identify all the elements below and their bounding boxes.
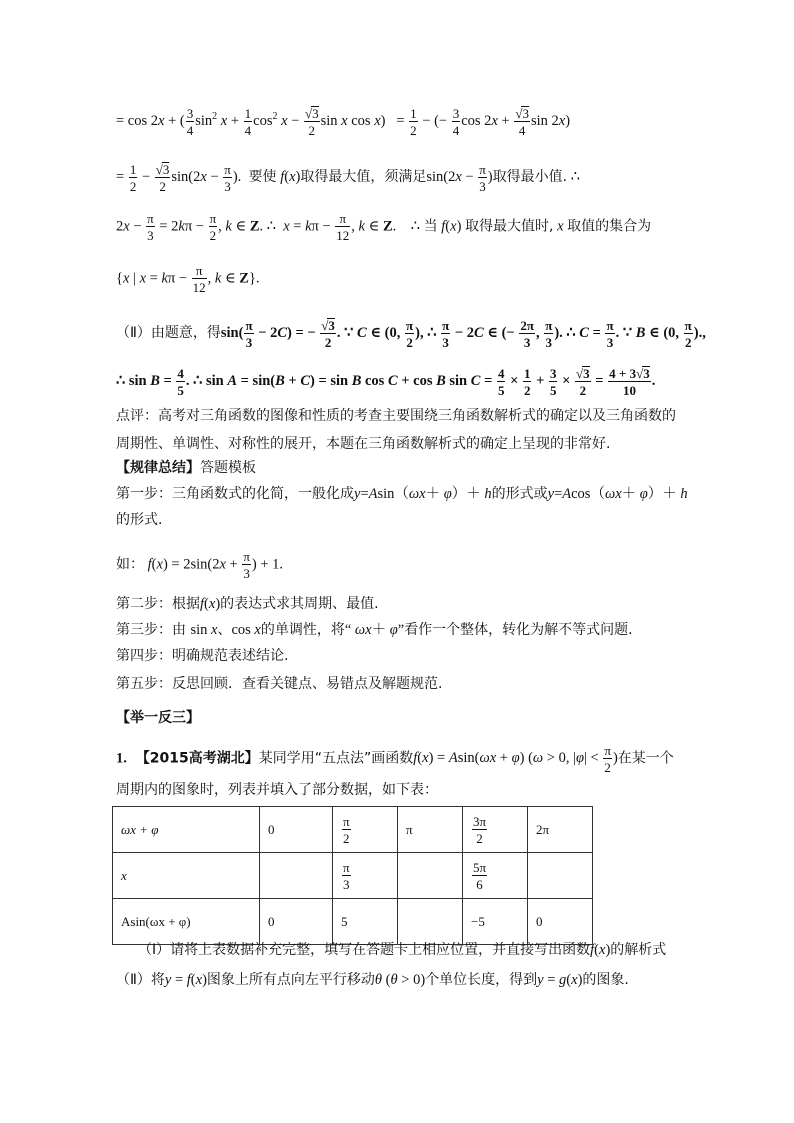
table-cell: x (113, 853, 260, 899)
table-cell (528, 853, 593, 899)
table-cell: π (398, 807, 463, 853)
table-cell: $\frac{\pi}{3}$ (333, 853, 398, 899)
question-1-part-2: （Ⅱ）将y = f(x)图象上所有点向左平行移动θ (θ > 0)个单位长度，得到y = g(x)的图象. (116, 972, 629, 988)
step-2: 第二步：根据f(x)的表达式求其周期、最值. (116, 596, 379, 612)
table-cell (260, 853, 333, 899)
rule-summary-title: 【规律总结】答题模板 (116, 460, 256, 476)
step-1: 第一步：三角函数式的化简，一般化成y=Asin（ωx＋ φ）＋ h的形式或y=Acos（ωx＋ φ）＋ h (116, 486, 688, 502)
table-cell: −5 (463, 899, 528, 945)
formula-line-5: （Ⅱ）由题意，得sin( $\frac{\pi}{3}$ − 2C) = − $\frac{√3}{2}$ . ∵ C ∈ (0, $\frac{\pi}{2}$ ), ∴ $\frac{\pi}{3}$ − 2C ∈ (− $\frac{2\pi}{3}$ , $\frac{\pi}{3}$ ). ∴ C = $\frac{\pi}{3}$ . ∵ B ∈ (0, $\frac{\pi}{2}$ )., (116, 317, 706, 350)
formula-line-3: 2x − $\frac{\pi}{3}$ = 2kπ − $\frac{\pi}{2}$ , k ∈ Z. ∴ x = kπ − $\frac{\pi}{12}$ , k ∈ Z. ∴ 当 f(x) 取得最大值时, x 取值的集合为 (116, 211, 652, 243)
table-cell (398, 853, 463, 899)
table-cell (398, 899, 463, 945)
formula-line-4: {x | x = kπ − $\frac{\pi}{12}$ , k ∈ Z}. (116, 263, 260, 295)
table-cell: ωx + φ (113, 807, 260, 853)
question-1-part-1: （Ⅰ）请将上表数据补充完整，填写在答题卡上相应位置，并直接写出函数f(x)的解析式 (138, 942, 667, 958)
formula-line-1: = cos 2x + ( $\frac{3}{4}$ $\sin^2 x$ + $\frac{1}{4}$ $\cos^2 x$ − $\frac{√3}{2}$ sin x cos x) = $\frac{1}{2}$ − (− $\frac{3}{4}$ cos 2x + $\frac{√3}{4}$ sin 2x) (116, 105, 571, 138)
step-5: 第五步：反思回顾．查看关键点、易错点及解题规范. (116, 676, 443, 692)
step-1-cont: 的形式. (116, 512, 163, 528)
comment-paragraph: 点评：高考对三角函数的图像和性质的考查主要围绕三角函数解析式的确定以及三角函数的 周期性、单调性、对称性的展开，本题在三角函数解析式的确定上呈现的非常好. (116, 408, 676, 452)
step-3: 第三步：由 sin x、cos x的单调性，将“ ωx＋ φ”看作一个整体，转化为解不等式问题. (116, 622, 633, 638)
table-cell: 0 (528, 899, 593, 945)
example-formula: 如： f(x) = 2sin(2x + $\frac{\pi}{3}$ ) + 1. (116, 549, 284, 581)
step-4: 第四步：明确规范表述结论. (116, 648, 289, 664)
question-1-cont: 周期内的图象时，列表并填入了部分数据，如下表： (116, 782, 438, 798)
table-row (113, 807, 593, 853)
table-cell: Asin(ωx + φ) (113, 899, 260, 945)
table-cell: $\frac{\pi}{2}$ (333, 807, 398, 853)
table-row (113, 853, 593, 899)
table-cell: 0 (260, 807, 333, 853)
practice-title: 【举一反三】 (116, 710, 200, 726)
five-point-table (112, 806, 593, 945)
formula-line-2: = $\frac{1}{2}$ − $\frac{√3}{2}$ sin(2x − $\frac{\pi}{3}$ ). 要使 f(x)取得最大值，须满足sin(2x − $\frac{\pi}{3}$ )取得最小值. ∴ (116, 161, 580, 194)
question-1: 1. 【2015高考湖北】某同学用“五点法”画函数f(x) = Asin(ωx + φ) (ω > 0, |φ| < $\frac{\pi}{2}$ )在某一个 (116, 743, 674, 775)
table-cell: $\frac{5\pi}{6}$ (463, 853, 528, 899)
table-cell: 5 (333, 899, 398, 945)
table-row (113, 899, 593, 945)
table-cell: $\frac{3\pi}{2}$ (463, 807, 528, 853)
formula-line-6: ∴ sin B = $\frac{4}{5}$ . ∴ sin A = sin(B + C) = sin B cos C + cos B sin C = $\frac{4}{5}$ × $\frac{1}{2}$ + $\frac{3}{5}$ × $\frac{√3}{2}$ = $\frac{4 + 3√3}{10}$ . (116, 365, 656, 398)
table-cell: 0 (260, 899, 333, 945)
table-cell: 2π (528, 807, 593, 853)
